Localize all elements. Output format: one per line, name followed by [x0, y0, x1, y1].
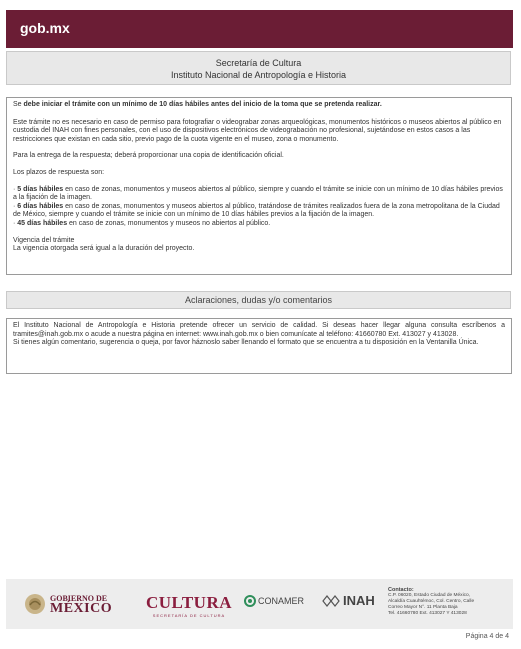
footer-bar: [6, 579, 513, 629]
cultura-text: CULTURA: [146, 593, 233, 612]
feedback-paragraph: Si tienes algún comentario, sugerencia o queja, por favor háznoslo saber llenando el formato que se encuentra a tu disposición en la Ventanilla Única.: [13, 339, 479, 347]
contact-line: Correo Mayor N°. 11 Planta Baja: [388, 605, 458, 610]
conamer-text: CONAMER: [258, 596, 305, 606]
gob-line-2: MÉXICO: [50, 601, 113, 616]
institution-title: [6, 51, 511, 85]
contact-block: [388, 587, 510, 617]
plazos-heading: Los plazos de respuesta son:: [13, 168, 105, 176]
inah-emblem-icon: [322, 594, 340, 608]
aclaraciones-box: [6, 318, 512, 374]
contact-line: Alcaldía Cuauhtémoc, Col. Centro, Calle: [388, 599, 475, 604]
plazo-item: · 5 días hábiles en caso de zonas, monumentos y museos abiertos al público, siempre y cuando el trámite se inicie con un mínimo de 10 días hábiles previos a la fijación de la imagen.: [13, 185, 503, 202]
gob-mx-logo[interactable]: gob.mx: [20, 20, 70, 36]
conamer-logo: [244, 595, 304, 607]
lead-notice: Se debe iniciar el trámite con un mínimo de 10 días hábiles antes del inicio de la toma que se pretenda realizar.: [13, 101, 382, 108]
aclaraciones-header: Aclaraciones, dudas y/o comentarios: [6, 291, 511, 309]
gob-line-1: GOBIERNO DE: [50, 594, 108, 603]
contact-line: Tel. 41660780 Ext. 413027 Y 413028: [388, 611, 467, 616]
inah-logo: [322, 593, 375, 608]
contact-title: Contacto:: [388, 587, 414, 593]
gob-header-bar: [6, 10, 513, 48]
contact-line: C.P. 06020, Estado Ciudad de México,: [388, 593, 471, 598]
vigencia-text: La vigencia otorgada será igual a la duración del proyecto.: [13, 245, 195, 253]
page-number: Página 4 de 4: [465, 633, 509, 640]
plazos-list: [13, 186, 505, 229]
procedure-info-box: [6, 97, 512, 275]
vigencia-title: Vigencia del trámite: [13, 236, 75, 244]
institution-line-1: Secretaría de Cultura: [215, 58, 302, 68]
cultura-subtext: SECRETARÍA DE CULTURA: [152, 613, 226, 618]
exception-paragraph: Este trámite no es necesario en caso de permiso para fotografiar o videograbar zonas arqueológicas, monumentos históricos o museos abiertos al público en custodia del INAH con fines personales, con el uso de dispositivos electrónicos de videograbación no profesional, sujetándose en estos casos a las restricciones que existan en cada sitio, previo pago de la cuota vigente en el museo, zona o monumento.: [13, 118, 502, 143]
identification-paragraph: Para la entrega de la respuesta; deberá proporcionar una copia de identificación oficial.: [13, 152, 284, 160]
institution-line-2: Instituto Nacional de Antropología e Historia: [170, 70, 347, 80]
plazo-item: · 6 días hábiles en caso de zonas, monumentos y museos abiertos al público, tratándose de trámites realizados fuera de la zona metropolitana de la Ciudad de México, siempre y cuando el trámite se inicie con un mínimo de 10 días hábiles previos a la fijación de la imagen.: [13, 202, 500, 219]
plazo-item: · 45 días hábiles en caso de zonas, monumentos y museos no abiertos al público.: [13, 219, 271, 227]
inah-text: INAH: [343, 593, 375, 608]
cultura-logo: [146, 593, 232, 618]
eagle-seal-icon: [24, 593, 46, 615]
conamer-icon: [244, 595, 256, 607]
gobierno-de-mexico-logo: [24, 593, 112, 615]
contact-paragraph: El Instituto Nacional de Antropología e Historia pretende ofrecer un servicio de calidad. Si deseas hacer llegar alguna consulta escríbenos a tramites@inah.gob.mx o acude a nuestra página en internet: www.inah.gob.mx o bien comunícate al teléfono: 41660780 Ext. 413027 y 413028.: [13, 322, 505, 338]
